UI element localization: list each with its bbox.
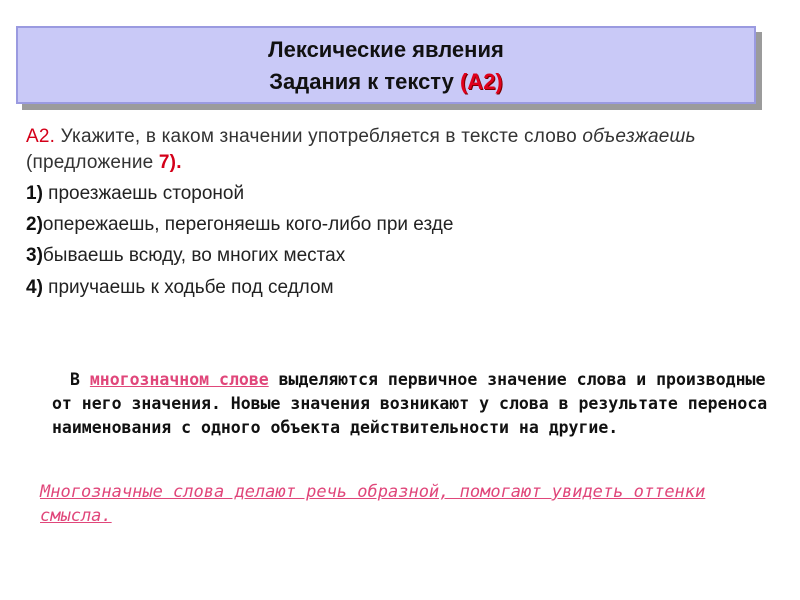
option-3-number: 3) xyxy=(26,245,43,266)
title-line-1: Лексические явления xyxy=(268,37,504,62)
title-code: (А2) xyxy=(459,69,503,94)
title-box xyxy=(16,26,756,104)
option-4-number: 4) xyxy=(26,277,43,298)
option-2-number: 2) xyxy=(26,214,43,235)
theory-term: многозначном слове xyxy=(89,370,269,389)
option-1-text: проезжаешь стороной xyxy=(42,183,245,204)
option-1-number: 1) xyxy=(26,183,43,204)
option-4-text: приучаешь к ходьбе под седлом xyxy=(42,277,334,298)
question-code: А2. xyxy=(26,126,56,147)
question-word: объезжаешь xyxy=(582,126,696,147)
question-text xyxy=(26,124,766,176)
question-number: 7). xyxy=(158,152,182,173)
conclusion-text: Многозначные слова делают речь образной, помогают увидеть оттенки смысла. xyxy=(40,482,706,526)
option-3 xyxy=(26,243,766,269)
theory-text: выделяются первичное значение слова и производные от него значения. Новые значения возникают у слова в результате переноса наименования с одного объекта действительности на другие. xyxy=(52,370,768,437)
title-prefix: Задания к тексту xyxy=(269,69,460,94)
theory-paragraph xyxy=(52,368,772,440)
question-text-2: (предложение xyxy=(26,152,159,173)
option-3-text: бываешь всюду, во многих местах xyxy=(42,245,346,266)
option-2 xyxy=(26,212,766,238)
title-line-2 xyxy=(18,66,754,98)
question-text-1: Укажите, в каком значении употребляется в тексте слово xyxy=(55,126,583,147)
option-2-text: опережаешь, перегоняешь кого-либо при езде xyxy=(42,214,454,235)
option-4 xyxy=(26,275,766,301)
theory-prefix: В xyxy=(70,370,90,389)
option-1 xyxy=(26,181,766,207)
